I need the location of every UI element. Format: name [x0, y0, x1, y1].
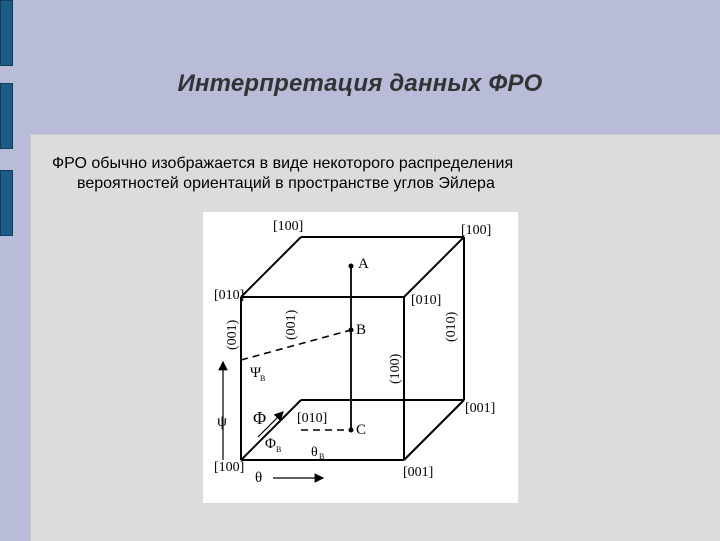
label-100-top-right: [100] — [461, 223, 492, 238]
euler-space-figure — [203, 212, 518, 503]
label-010-inner: [010] — [297, 411, 328, 426]
label-001-left-rot: (001) — [225, 319, 240, 350]
psi-b-subscript: B — [260, 374, 266, 383]
label-001-inner-rot: (001) — [284, 309, 299, 340]
label-001-right: [001] — [465, 401, 496, 416]
label-001-bottom-right: [001] — [403, 465, 434, 480]
phi-b-subscript: B — [276, 445, 282, 454]
psi-b-label: Ψ — [250, 365, 262, 381]
slide-text — [52, 154, 612, 194]
label-010-upper-right: [010] — [411, 293, 442, 308]
point-b-label: B — [356, 322, 367, 338]
cube-edges — [241, 237, 464, 460]
label-100-center-rot: (100) — [388, 353, 403, 384]
slide-title: Интерпретация данных ФРО — [177, 70, 543, 97]
point-c-label: C — [356, 422, 367, 438]
label-010-right-rot: (010) — [444, 311, 459, 342]
point-a-marker — [349, 264, 354, 269]
side-tab-1 — [0, 0, 13, 66]
side-tab-3 — [0, 170, 13, 236]
phi-label: Φ — [253, 408, 267, 428]
slide-text-line-1: ФРО обычно изображается в виде некоторого распределения — [52, 155, 514, 172]
theta-b-label: θ — [311, 445, 318, 460]
phi-b-label: Φ — [265, 436, 276, 452]
label-010-upper-left: [010] — [214, 288, 245, 303]
label-100-top-left: [100] — [273, 219, 304, 234]
theta-b-subscript: B — [319, 452, 325, 461]
theta-label: θ — [255, 470, 263, 486]
point-c-marker — [349, 428, 354, 433]
point-a-label: A — [358, 256, 369, 272]
label-100-bottom-left: [100] — [214, 460, 245, 475]
slide-text-line-2: вероятностей ориентаций в пространстве углов Эйлера — [77, 175, 495, 192]
psi-label: ψ — [217, 413, 228, 430]
point-b-marker — [349, 328, 354, 333]
